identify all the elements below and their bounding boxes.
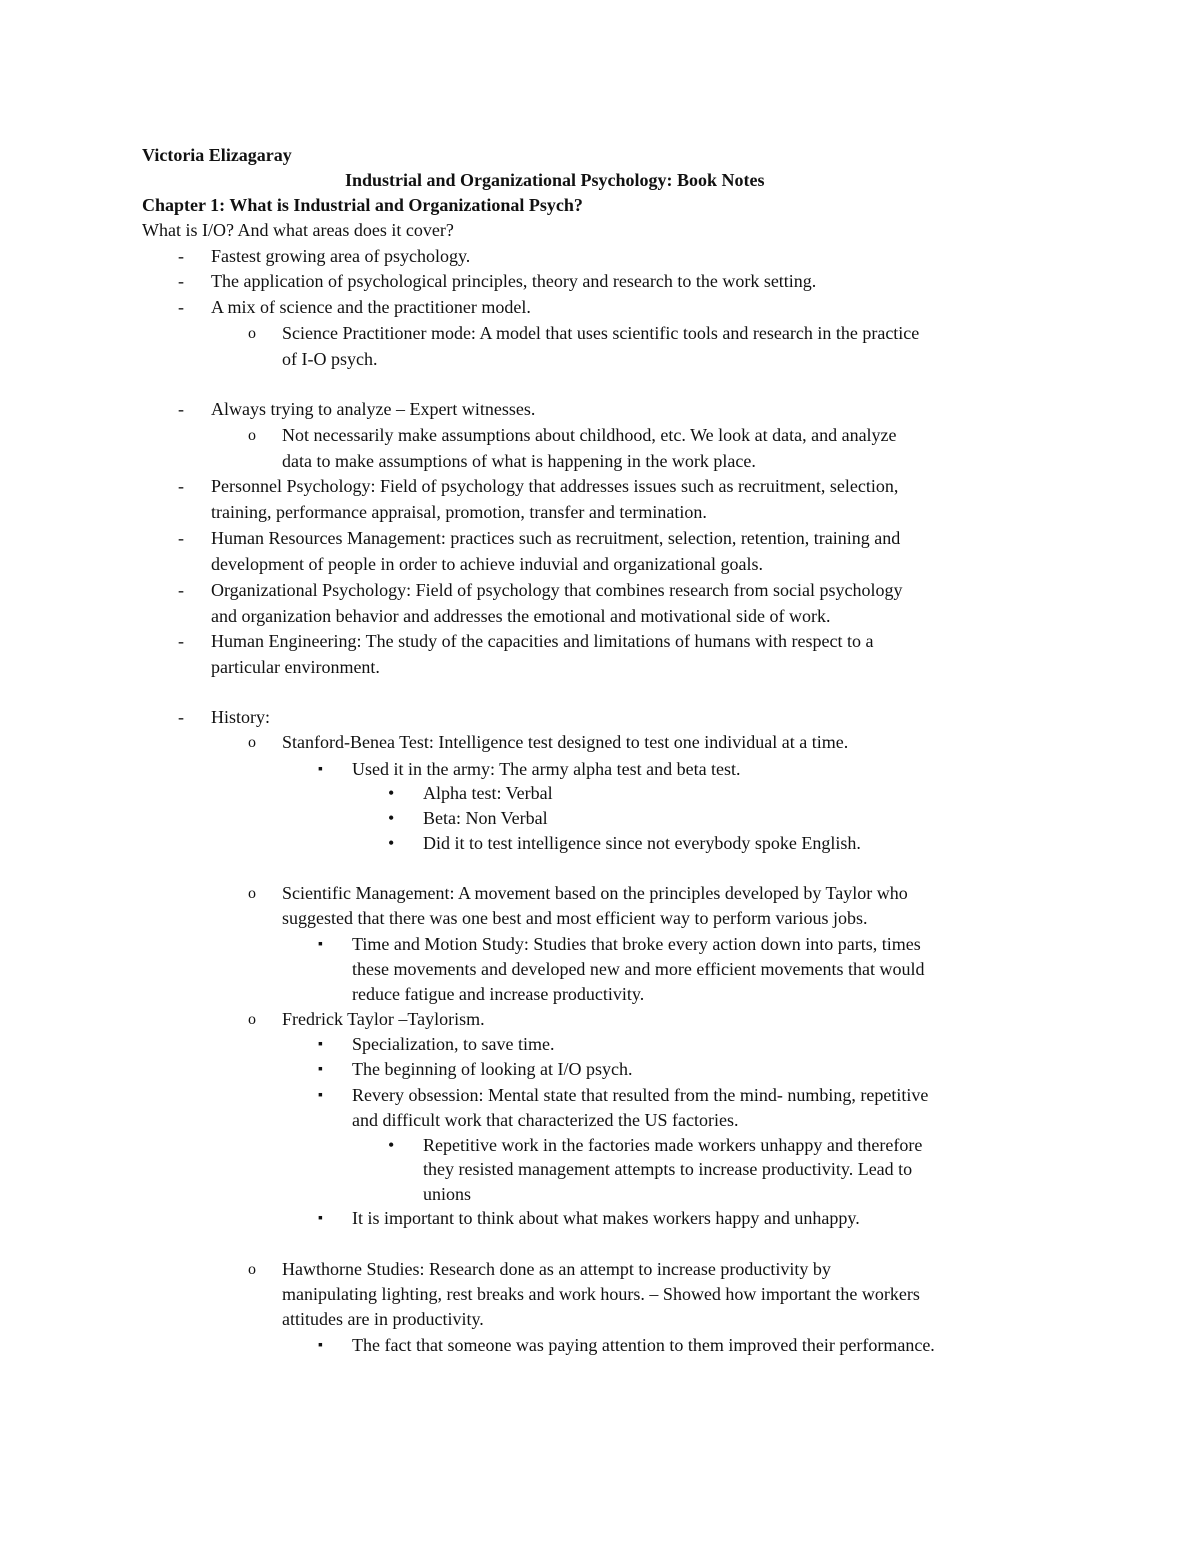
list-bullet: ▪ [318,1088,323,1103]
list-bullet: ▪ [318,762,323,777]
note-text: of I-O psych. [282,349,378,369]
list-bullet: ▪ [318,1338,323,1353]
note-text: and difficult work that characterized the US factories. [352,1110,739,1130]
note-text: The fact that someone was paying attention to them improved their performance. [352,1335,935,1355]
note-text: Revery obsession: Mental state that resulted from the mind- numbing, repetitive [352,1085,929,1105]
list-bullet: • [388,833,395,853]
note-text: Organizational Psychology: Field of psychology that combines research from social psychology [211,580,903,600]
note-text: suggested that there was one best and most efficient way to perform various jobs. [282,908,868,928]
list-bullet: - [178,580,184,600]
note-text: The application of psychological principles, theory and research to the work setting. [211,271,817,291]
author-name: Victoria Elizagaray [142,145,292,165]
note-text: Repetitive work in the factories made workers unhappy and therefore [423,1135,923,1155]
note-text: Did it to test intelligence since not everybody spoke English. [423,833,861,853]
note-text: unions [423,1184,472,1204]
list-bullet: o [248,1011,256,1028]
note-text: Not necessarily make assumptions about childhood, etc. We look at data, and analyze [282,425,897,445]
note-text: Time and Motion Study: Studies that broke every action down into parts, times [352,934,921,954]
note-text: Human Engineering: The study of the capacities and limitations of humans with respect to a [211,631,874,651]
list-bullet: - [178,528,184,548]
note-text: Always trying to analyze – Expert witnesses. [211,399,536,419]
list-bullet: ▪ [318,1037,323,1052]
note-text: manipulating lighting, rest breaks and work hours. – Showed how important the workers [282,1284,920,1304]
note-text: Beta: Non Verbal [423,808,548,828]
list-bullet: - [178,271,184,291]
note-text: Scientific Management: A movement based on the principles developed by Taylor who [282,883,908,903]
list-bullet: ▪ [318,1211,323,1226]
list-bullet: ▪ [318,1062,323,1077]
note-text: they resisted management attempts to increase productivity. Lead to [423,1159,913,1179]
note-text: A mix of science and the practitioner model. [211,297,531,317]
note-text: training, performance appraisal, promotion, transfer and termination. [211,502,707,522]
note-text: and organization behavior and addresses the emotional and motivational side of work. [211,606,831,626]
list-bullet: o [248,427,256,444]
list-bullet: • [388,808,395,828]
list-bullet: • [388,783,395,803]
note-text: development of people in order to achieve induvial and organizational goals. [211,554,763,574]
list-bullet: - [178,631,184,651]
list-bullet: - [178,246,184,266]
note-text: attitudes are in productivity. [282,1309,484,1329]
note-text: Hawthorne Studies: Research done as an attempt to increase productivity by [282,1259,831,1279]
note-text: Used it in the army: The army alpha test and beta test. [352,759,741,779]
note-text: What is I/O? And what areas does it cover? [142,220,454,240]
list-bullet: ▪ [318,937,323,952]
list-bullet: o [248,734,256,751]
note-text: Stanford-Benea Test: Intelligence test designed to test one individual at a time. [282,732,849,752]
note-text: Personnel Psychology: Field of psychology that addresses issues such as recruitment, selection, [211,476,899,496]
note-text: reduce fatigue and increase productivity. [352,984,645,1004]
note-text: Fastest growing area of psychology. [211,246,471,266]
note-text: Fredrick Taylor –Taylorism. [282,1009,485,1029]
list-bullet: o [248,885,256,902]
note-text: Alpha test: Verbal [423,783,553,803]
list-bullet: - [178,399,184,419]
list-bullet: - [178,476,184,496]
note-text: these movements and developed new and more efficient movements that would [352,959,925,979]
note-text: History: [211,707,271,727]
note-text: Human Resources Management: practices such as recruitment, selection, retention, training and [211,528,901,548]
note-text: particular environment. [211,657,380,677]
note-text: Science Practitioner mode: A model that uses scientific tools and research in the practice [282,323,920,343]
list-bullet: o [248,1261,256,1278]
note-text: Specialization, to save time. [352,1034,555,1054]
list-bullet: • [388,1135,395,1155]
note-text: data to make assumptions of what is happening in the work place. [282,451,756,471]
note-text: It is important to think about what makes workers happy and unhappy. [352,1208,860,1228]
list-bullet: - [178,707,184,727]
document-title: Industrial and Organizational Psychology: Book Notes [345,170,765,190]
note-text: The beginning of looking at I/O psych. [352,1059,633,1079]
list-bullet: - [178,297,184,317]
chapter-heading: Chapter 1: What is Industrial and Organizational Psych? [142,195,583,215]
list-bullet: o [248,325,256,342]
